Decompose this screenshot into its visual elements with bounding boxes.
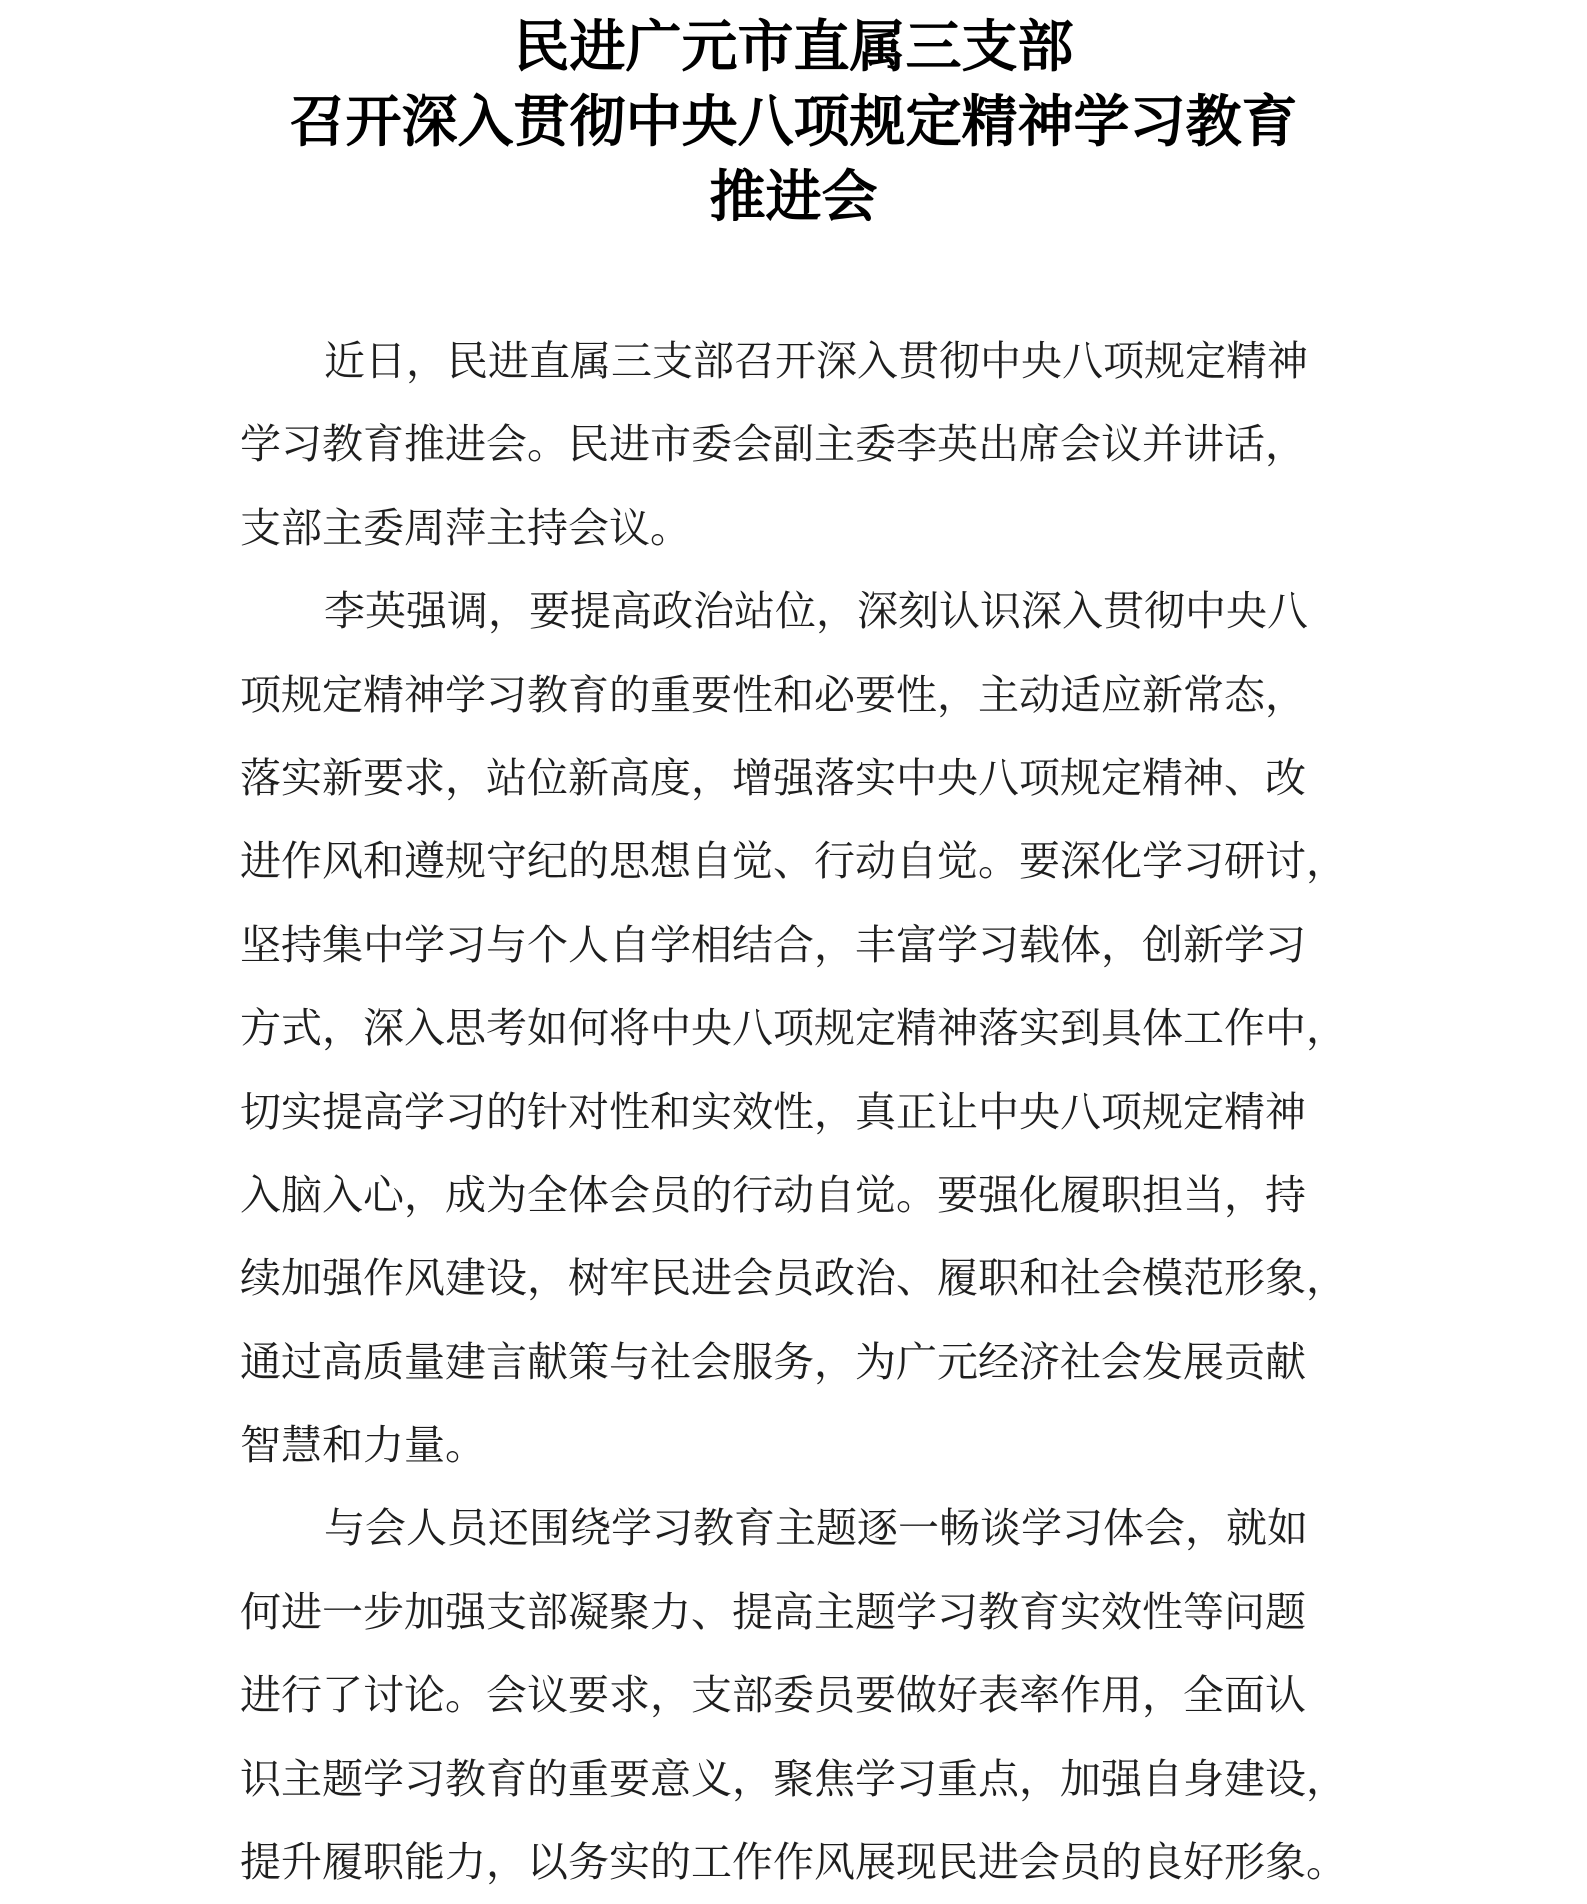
paragraph-line: 入脑入心，成为全体会员的行动自觉。要强化履职担当，持 <box>240 1170 1306 1219</box>
paragraph-3 <box>240 1487 1370 1904</box>
paragraph-line: 进作风和遵规守纪的思想自觉、行动自觉。要深化学习研讨， <box>240 837 1347 886</box>
paragraph-line: 学习教育推进会。民进市委会副主委李英出席会议并讲话， <box>240 420 1306 469</box>
paragraph-line: 项规定精神学习教育的重要性和必要性，主动适应新常态， <box>240 670 1306 719</box>
paragraph-2 <box>240 570 1370 1487</box>
paragraph-line: 智慧和力量。 <box>240 1421 486 1470</box>
article-title <box>0 10 1587 235</box>
paragraph-line: 近日，民进直属三支部召开深入贯彻中央八项规定精神 <box>324 337 1308 385</box>
paragraph-line: 提升履职能力，以务实的工作作风展现民进会员的良好形象。 <box>240 1838 1347 1887</box>
paragraph-line: 切实提高学习的针对性和实效性，真正让中央八项规定精神 <box>240 1087 1306 1136</box>
paragraph-line: 通过高质量建言献策与社会服务，为广元经济社会发展贡献 <box>240 1337 1306 1386</box>
paragraph-line: 与会人员还围绕学习教育主题逐一畅谈学习体会，就如 <box>324 1504 1308 1553</box>
paragraph-line: 进行了讨论。会议要求，支部委员要做好表率作用，全面认 <box>240 1671 1306 1720</box>
paragraph-line: 李英强调，要提高政治站位，深刻认识深入贯彻中央八 <box>324 587 1308 636</box>
title-line-1: 民进广元市直属三支部 <box>513 14 1074 80</box>
title-line-2: 召开深入贯彻中央八项规定精神学习教育 <box>289 89 1298 155</box>
paragraph-line: 坚持集中学习与个人自学相结合，丰富学习载体，创新学习 <box>240 920 1306 969</box>
title-line-3: 推进会 <box>709 164 878 230</box>
paragraph-line: 支部主委周萍主持会议。 <box>240 503 691 552</box>
paragraph-line: 续加强作风建设，树牢民进会员政治、履职和社会模范形象， <box>240 1254 1347 1303</box>
paragraph-line: 方式，深入思考如何将中央八项规定精神落实到具体工作中， <box>240 1004 1347 1053</box>
paragraph-1 <box>240 320 1370 570</box>
paragraph-line: 落实新要求，站位新高度，增强落实中央八项规定精神、改 <box>240 753 1306 802</box>
paragraph-line: 何进一步加强支部凝聚力、提高主题学习教育实效性等问题 <box>240 1587 1306 1636</box>
article-body <box>240 320 1370 1904</box>
paragraph-line: 识主题学习教育的重要意义，聚焦学习重点，加强自身建设， <box>240 1754 1347 1803</box>
